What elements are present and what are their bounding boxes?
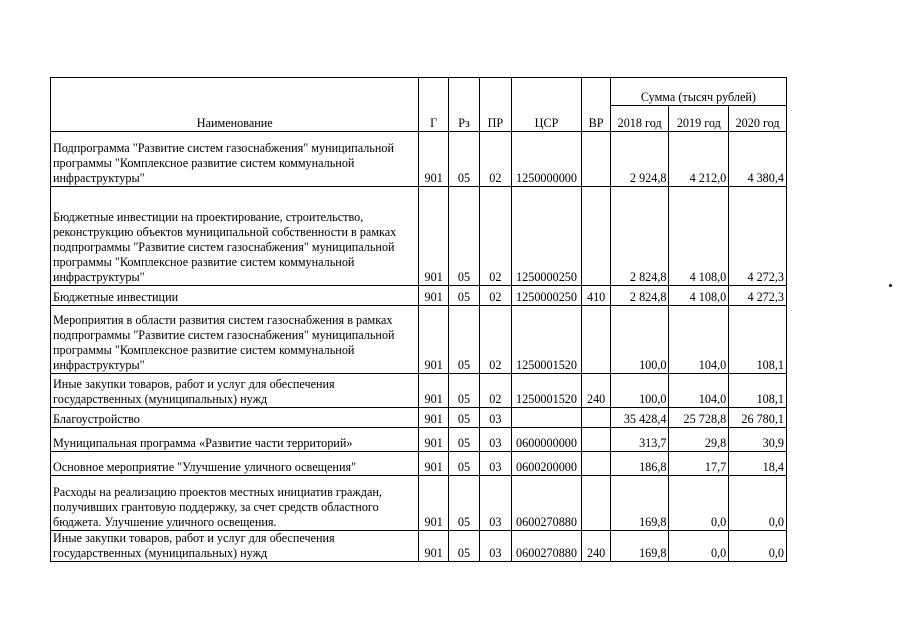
row-2020: 0,0 xyxy=(729,476,787,531)
header-csr: ЦСР xyxy=(511,78,582,132)
row-g: 901 xyxy=(419,531,448,562)
row-rz: 05 xyxy=(448,187,479,286)
row-g: 901 xyxy=(419,286,448,306)
row-pr: 03 xyxy=(480,476,511,531)
row-pr: 03 xyxy=(480,428,511,452)
header-name: Наименование xyxy=(51,78,419,132)
row-vr: 240 xyxy=(582,374,610,408)
row-vr xyxy=(582,428,610,452)
row-vr xyxy=(582,132,610,187)
row-2020: 108,1 xyxy=(729,374,787,408)
row-g: 901 xyxy=(419,476,448,531)
row-2020: 108,1 xyxy=(729,306,787,374)
row-name: Иные закупки товаров, работ и услуг для обеспечения государственных (муниципальных) нужд xyxy=(51,531,419,562)
row-name: Бюджетные инвестиции на проектирование, строительство, реконструкцию объектов муниципальной собственности в рамках подпрограммы "Развитие систем газоснабжения" муниципальной программы "Комплексное развитие систем коммунальной инфраструктуры" xyxy=(51,187,419,286)
table-row xyxy=(51,306,787,374)
row-csr: 1250001520 xyxy=(511,374,582,408)
header-rz: Рз xyxy=(448,78,479,132)
row-name: Благоустройство xyxy=(51,408,419,428)
row-pr: 03 xyxy=(480,452,511,476)
row-pr: 02 xyxy=(480,306,511,374)
row-rz: 05 xyxy=(448,452,479,476)
row-2019: 104,0 xyxy=(669,306,729,374)
row-csr: 1250000250 xyxy=(511,286,582,306)
row-2020: 4 380,4 xyxy=(729,132,787,187)
row-g: 901 xyxy=(419,187,448,286)
scan-speck xyxy=(889,284,892,287)
row-2018: 35 428,4 xyxy=(610,408,669,428)
row-vr xyxy=(582,476,610,531)
row-vr xyxy=(582,187,610,286)
header-g: Г xyxy=(419,78,448,132)
table-row xyxy=(51,408,787,428)
table-row xyxy=(51,428,787,452)
row-vr: 410 xyxy=(582,286,610,306)
row-pr: 03 xyxy=(480,531,511,562)
row-rz: 05 xyxy=(448,132,479,187)
header-2020: 2020 год xyxy=(729,106,787,132)
row-2019: 4 108,0 xyxy=(669,187,729,286)
row-vr xyxy=(582,452,610,476)
header-2018: 2018 год xyxy=(610,106,669,132)
row-2018: 2 824,8 xyxy=(610,187,669,286)
table-row xyxy=(51,286,787,306)
row-2018: 169,8 xyxy=(610,531,669,562)
table-row xyxy=(51,132,787,187)
table-row xyxy=(51,531,787,562)
row-csr: 0600000000 xyxy=(511,428,582,452)
row-2018: 186,8 xyxy=(610,452,669,476)
row-g: 901 xyxy=(419,428,448,452)
row-vr xyxy=(582,306,610,374)
row-2019: 4 212,0 xyxy=(669,132,729,187)
header-row-top xyxy=(51,78,787,106)
row-rz: 05 xyxy=(448,306,479,374)
row-2019: 104,0 xyxy=(669,374,729,408)
row-rz: 05 xyxy=(448,428,479,452)
row-rz: 05 xyxy=(448,476,479,531)
table-row xyxy=(51,452,787,476)
row-csr: 1250000250 xyxy=(511,187,582,286)
row-vr: 240 xyxy=(582,531,610,562)
row-rz: 05 xyxy=(448,374,479,408)
row-2018: 169,8 xyxy=(610,476,669,531)
row-2019: 29,8 xyxy=(669,428,729,452)
row-rz: 05 xyxy=(448,531,479,562)
row-g: 901 xyxy=(419,452,448,476)
row-csr: 1250001520 xyxy=(511,306,582,374)
row-name: Основное мероприятие "Улучшение уличного освещения" xyxy=(51,452,419,476)
row-2020: 4 272,3 xyxy=(729,286,787,306)
row-name: Бюджетные инвестиции xyxy=(51,286,419,306)
row-2020: 4 272,3 xyxy=(729,187,787,286)
table-row xyxy=(51,187,787,286)
row-csr: 1250000000 xyxy=(511,132,582,187)
row-pr: 02 xyxy=(480,286,511,306)
row-2018: 100,0 xyxy=(610,374,669,408)
row-name: Иные закупки товаров, работ и услуг для обеспечения государственных (муниципальных) нужд xyxy=(51,374,419,408)
row-2019: 0,0 xyxy=(669,531,729,562)
header-vr: ВР xyxy=(582,78,610,132)
row-2019: 0,0 xyxy=(669,476,729,531)
header-2019: 2019 год xyxy=(669,106,729,132)
row-csr xyxy=(511,408,582,428)
header-sum-group: Сумма (тысяч рублей) xyxy=(610,78,786,106)
row-rz: 05 xyxy=(448,286,479,306)
row-g: 901 xyxy=(419,306,448,374)
row-g: 901 xyxy=(419,374,448,408)
row-vr xyxy=(582,408,610,428)
budget-table xyxy=(50,77,787,562)
row-csr: 0600200000 xyxy=(511,452,582,476)
row-2020: 26 780,1 xyxy=(729,408,787,428)
row-2020: 0,0 xyxy=(729,531,787,562)
table-row xyxy=(51,374,787,408)
row-rz: 05 xyxy=(448,408,479,428)
row-2019: 4 108,0 xyxy=(669,286,729,306)
header-pr: ПР xyxy=(480,78,511,132)
row-name: Расходы на реализацию проектов местных инициатив граждан, получивших грантовую поддержку, за счет средств областного бюджета. Улучшение уличного освещения. xyxy=(51,476,419,531)
row-pr: 02 xyxy=(480,374,511,408)
row-name: Подпрограмма "Развитие систем газоснабжения" муниципальной программы "Комплексное развитие систем коммунальной инфраструктуры" xyxy=(51,132,419,187)
row-2018: 100,0 xyxy=(610,306,669,374)
table-body xyxy=(51,132,787,562)
row-2019: 17,7 xyxy=(669,452,729,476)
row-csr: 0600270880 xyxy=(511,476,582,531)
row-g: 901 xyxy=(419,132,448,187)
row-name: Муниципальная программа «Развитие части территорий» xyxy=(51,428,419,452)
row-2018: 2 824,8 xyxy=(610,286,669,306)
row-2018: 2 924,8 xyxy=(610,132,669,187)
row-name: Мероприятия в области развития систем газоснабжения в рамках подпрограммы "Развитие систем газоснабжения" муниципальной программы "Комплексное развитие систем коммунальной инфраструктуры" xyxy=(51,306,419,374)
row-2019: 25 728,8 xyxy=(669,408,729,428)
row-csr: 0600270880 xyxy=(511,531,582,562)
row-pr: 03 xyxy=(480,408,511,428)
row-2020: 18,4 xyxy=(729,452,787,476)
row-pr: 02 xyxy=(480,187,511,286)
row-pr: 02 xyxy=(480,132,511,187)
table-row xyxy=(51,476,787,531)
row-2020: 30,9 xyxy=(729,428,787,452)
row-g: 901 xyxy=(419,408,448,428)
row-2018: 313,7 xyxy=(610,428,669,452)
